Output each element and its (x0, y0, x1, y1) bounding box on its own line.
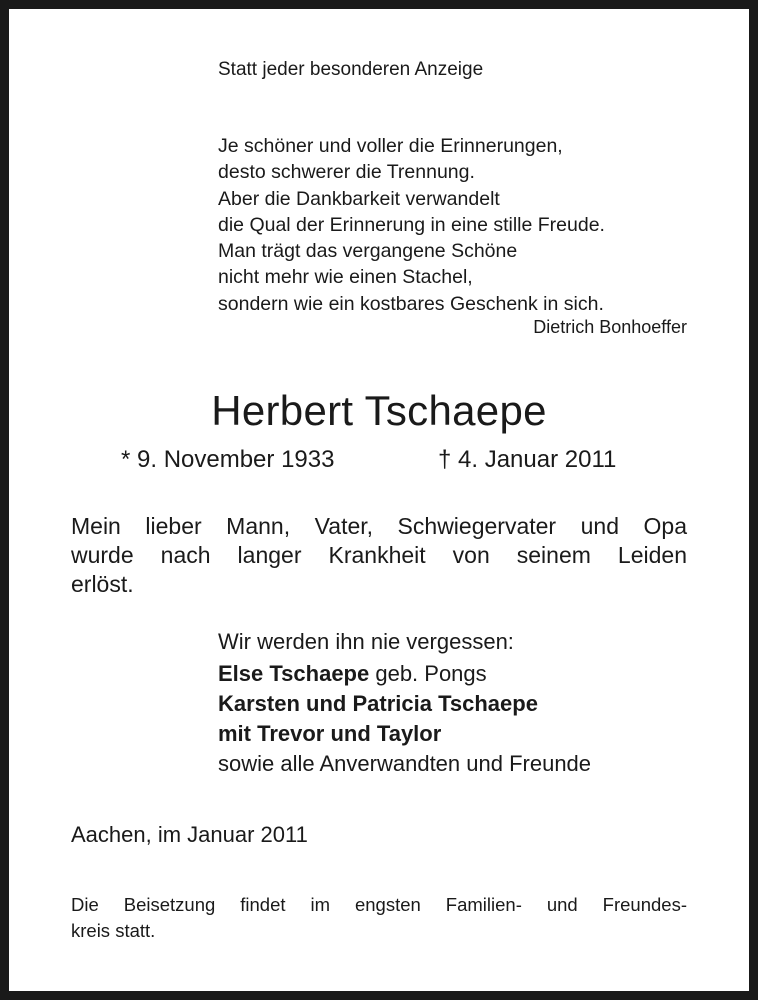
wife-name: Else Tschaepe (218, 661, 370, 686)
birth-date: * 9. November 1933 (121, 446, 335, 473)
poem-line: desto schwerer die Trennung. (218, 161, 475, 184)
poem-line: Je schöner und voller die Erinnerungen, (218, 135, 563, 157)
poem-line: Man trägt das vergangene Schöne (218, 240, 518, 263)
funeral-line: kreis statt. (71, 920, 156, 941)
poem-line: nicht mehr wie einen Stachel, (218, 266, 473, 289)
message-line: wurde nach langer Krankheit von seinem Leiden (71, 542, 687, 568)
mourners-intro: Wir werden ihn nie vergessen: (218, 629, 514, 654)
poem-author: Dietrich Bonhoeffer (533, 317, 687, 337)
notice-heading: Statt jeder besonderen Anzeige (218, 59, 484, 80)
place-and-date: Aachen, im Januar 2011 (71, 822, 308, 847)
funeral-note (71, 892, 687, 944)
funeral-line: Die Beisetzung findet im engsten Familien- und Freundes- (71, 894, 687, 915)
memorial-poem (218, 133, 605, 317)
mourner-wife (218, 659, 591, 689)
poem-line: die Qual der Erinnerung in eine stille Freude. (218, 213, 605, 236)
message-line: erlöst. (71, 571, 134, 597)
wife-maiden-name: geb. Pongs (369, 661, 487, 686)
poem-line: Aber die Dankbarkeit verwandelt (218, 187, 500, 210)
mourner-grandchildren: mit Trevor und Taylor (218, 721, 442, 746)
poem-line: sondern wie ein kostbares Geschenk in sich. (218, 292, 604, 315)
mourner-children: Karsten und Patricia Tschaepe (218, 691, 538, 716)
message-line: Mein lieber Mann, Vater, Schwiegervater und Opa (71, 513, 687, 539)
mourner-others: sowie alle Anverwandten und Freunde (218, 751, 592, 776)
death-date: † 4. Januar 2011 (438, 446, 617, 473)
death-message (71, 512, 687, 599)
mourners-list (218, 627, 591, 779)
deceased-name: Herbert Tschaepe (211, 387, 547, 434)
